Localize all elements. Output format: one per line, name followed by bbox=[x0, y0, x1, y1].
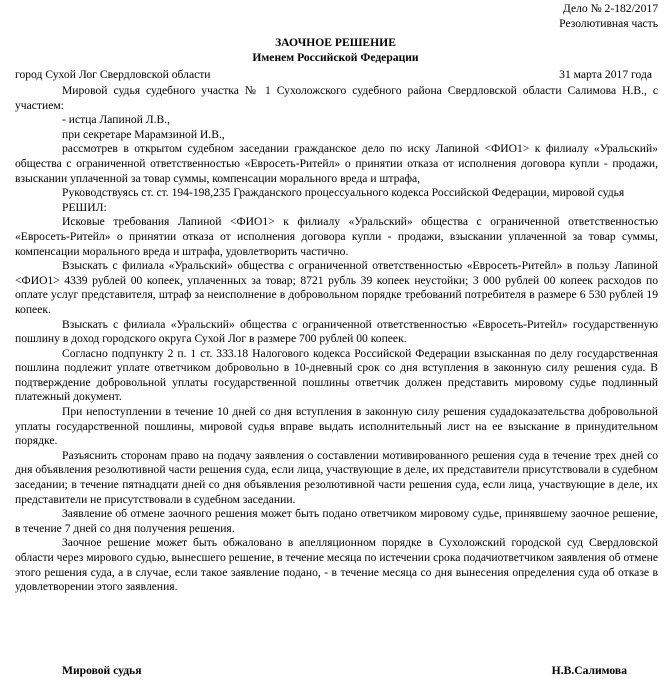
case-number: Дело № 2-182/2017 bbox=[562, 2, 658, 15]
ruling-paragraph-6: Разъяснить сторонам право на подачу заявления о составлении мотивированного решения суда в течение трех дней со дня объявления резолютивной части решения суда, если лица, участвующие в деле, их представители присутствовали в судебном заседании; в течение пятнадцати дней со дня объявления резолютивной части решения суда, если лица, участвующие в деле, их представители не присутствовали в судебном заседании. bbox=[15, 448, 658, 506]
ruling-paragraph-3: Взыскать с филиала «Уральский» общества с ограниченной ответственностью «Евросеть-Ритейл» государственную пошлину в доход городского округа Сухой Лог в размере 700 рублей 00 копеек. bbox=[15, 317, 658, 346]
document-body bbox=[15, 84, 658, 595]
document-section: Резолютивная часть bbox=[559, 16, 658, 30]
ruling-paragraph-8: Заочное решение может быть обжаловано в апелляционном порядке в Сухоложский городской суд Свердловской области через мирового судью, вынесшего решение, в течение месяца по истечении срока подачиответчиком заявления об отмене этого решения суда, а в случае, если такое заявление подано, - в течение месяца со дня вынесения определения суда об отказе в удовлетворении этого заявления. bbox=[15, 536, 658, 594]
signature-role: Мировой судья bbox=[62, 664, 142, 677]
ruling-paragraph-7: Заявление об отмене заочного решения может быть подано ответчиком мировому судье, принявшему заочное решение, в течение 7 дней со дня получения решения. bbox=[15, 507, 658, 535]
intro-paragraph: Мировой судья судебного участка № 1 Сухоложского судебного района Свердловской области Салимова Н.В., с участием: bbox=[15, 84, 658, 112]
ruling-paragraph-4: Согласно подпункту 2 п. 1 ст. 333.18 Налогового кодекса Российской Федерации взысканная по делу государственная пошлина подлежит уплате ответчиком добровольно в 10-дневный срок со дня вступления в законную силу решения суда. В подтверждение добровольной уплаты государственной пошлины ответчик должен представить мировому судье подлинный платежный документ. bbox=[15, 346, 658, 404]
participant-plaintiff: - истца Лапиной Л.В., bbox=[62, 113, 171, 127]
ruling-paragraph-5: При непоступлении в течение 10 дней со дня вступления в законную силу решения судадоказательства добровольной уплаты государственной пошлины, мировой судья вправе выдать исполнительный лист на ее взыскание в принудительном порядке. bbox=[15, 405, 658, 448]
decision-date: 31 марта 2017 года bbox=[559, 68, 652, 81]
signature-row bbox=[62, 664, 627, 679]
document-title: ЗАОЧНОЕ РЕШЕНИЕ bbox=[275, 36, 396, 49]
city: город Сухой Лог Свердловской области bbox=[15, 68, 211, 81]
ruling-paragraph-2: Взыскать с филиала «Уральский» общества с ограниченной ответственностью «Евросеть-Ритейл» в пользу Лапиной <ФИО1> 4339 рублей 00 копеек, уплаченных за товар; 8721 рубль 39 копеек неустойки; 3 000 рублей 00 копеек расходов по оплате услуг представителя, штраф за неисполнение в добровольном порядке требований потребителя в размере 6 530 рублей 19 копеек. bbox=[15, 259, 658, 316]
guided-paragraph: Руководствуясь ст. ст. 194-198,235 Гражданского процессуального кодекса Российской Федерации, мировой судья bbox=[62, 186, 625, 200]
considered-paragraph: рассмотрев в открытом судебном заседании гражданское дело по иску Лапиной <ФИО1> к филиалу «Уральский» общества с ограниченной ответственностью «Евросеть-Ритейл» о принятии отказа от исполнения договора купли - продажи, взыскании уплаченной за товар суммы, компенсации морального вреда и штрафа, bbox=[15, 142, 658, 185]
document-subtitle: Именем Российской Федерации bbox=[252, 51, 419, 64]
ruling-paragraph-1: Исковые требования Лапиной <ФИО1> к филиалу «Уральский» общества с ограниченной ответственностью «Евросеть-Ритейл» о принятии отказа от исполнения договора купли - продажи, взыскании уплаченной за товар суммы, компенсации морального вреда и штрафа, удовлетворить частично. bbox=[15, 215, 658, 258]
case-header bbox=[559, 2, 658, 31]
place-date-row bbox=[15, 68, 658, 83]
participant-secretary: при секретаре Марамзиной И.В., bbox=[62, 127, 225, 141]
decided-heading: РЕШИЛ: bbox=[62, 200, 107, 214]
signature-name: Н.В.Салимова bbox=[551, 664, 627, 677]
